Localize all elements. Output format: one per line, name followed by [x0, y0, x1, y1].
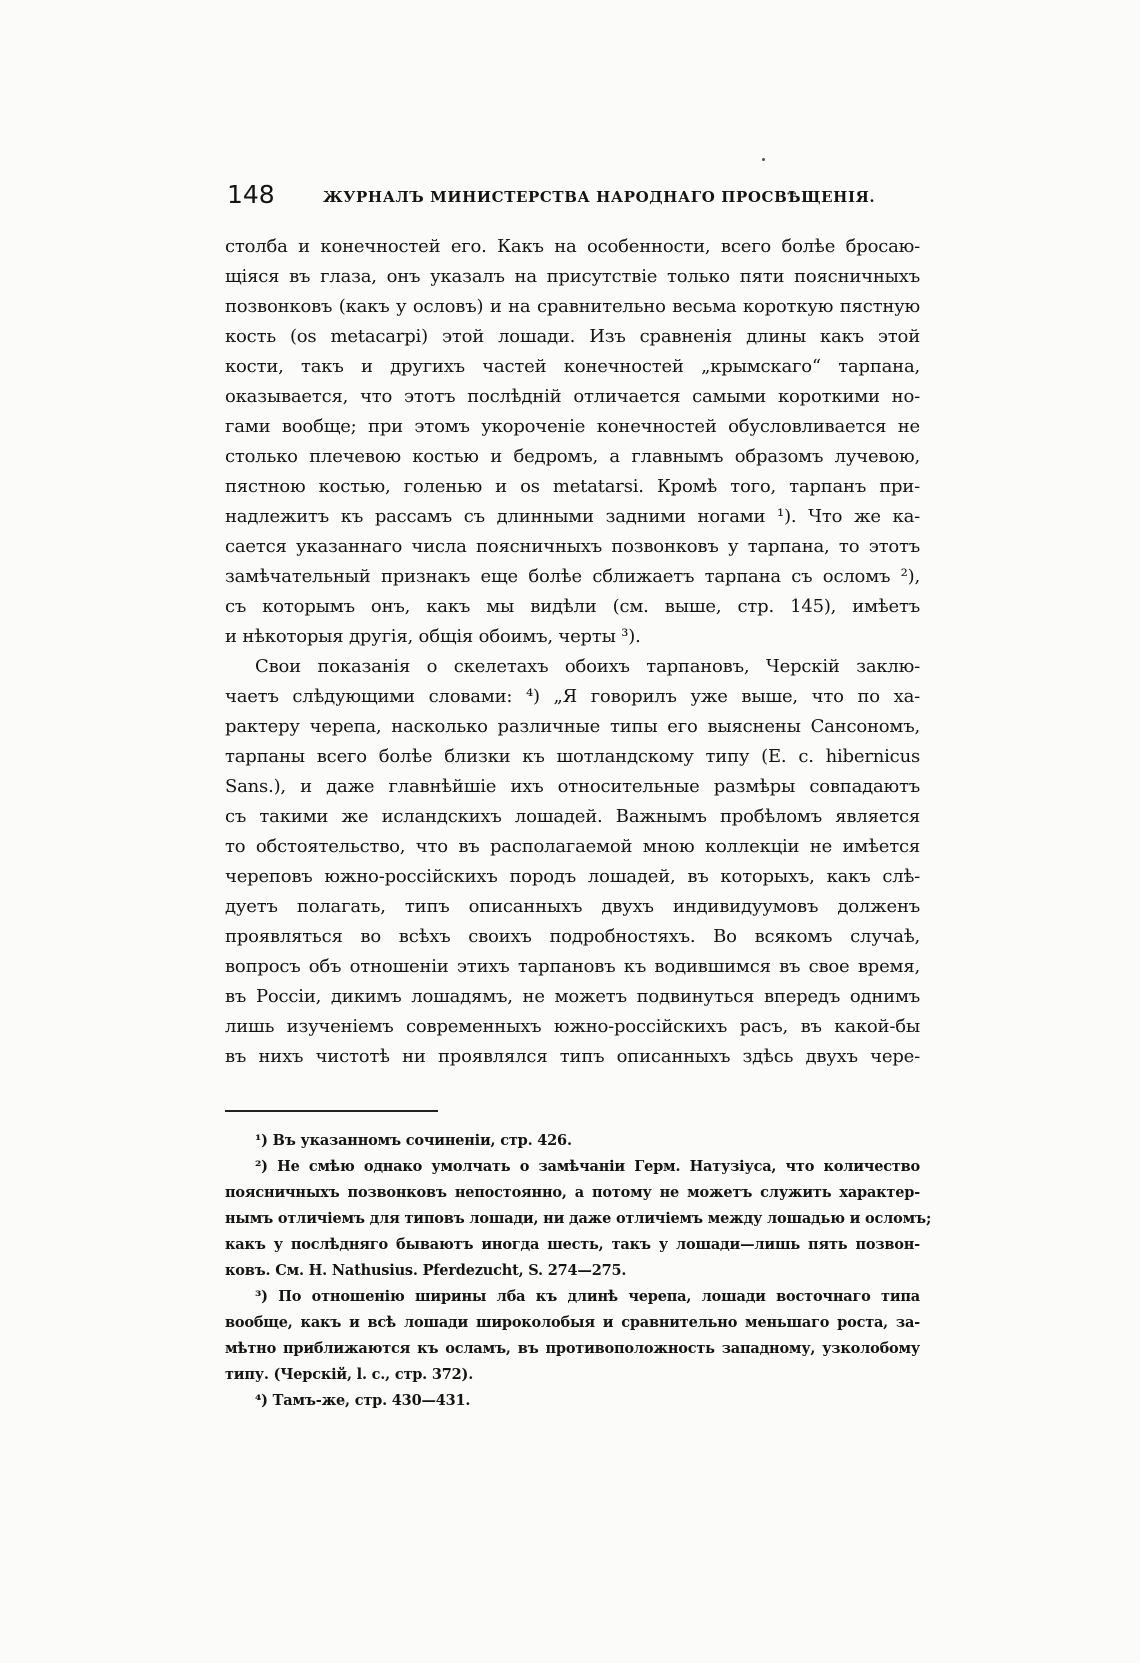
footnote-line: нымъ отличіемъ для типовъ лошади, ни даже отличіемъ между лошадью и осломъ;: [225, 1210, 932, 1227]
text-line: череповъ южно-россійскихъ породъ лошадей, въ которыхъ, какъ слѣ-: [225, 866, 920, 887]
text-line: рактеру черепа, насколько различные типы его выяснены Сансономъ,: [225, 716, 920, 737]
footnote-line: ⁴) Тамъ-же, стр. 430—431.: [255, 1392, 471, 1409]
text-line: тарпаны всего болѣе близки къ шотландскому типу (E. c. hibernicus: [225, 746, 920, 767]
text-line: съ такими же исландскихъ лошадей. Важнымъ пробѣломъ является: [225, 806, 920, 827]
running-title: ЖУРНАЛЪ МИНИСТЕРСТВА НАРОДНАГО ПРОСВѢЩЕНІЯ.: [323, 188, 876, 206]
text-line: пястною костью, голенью и os metatarsi. Кромѣ того, тарпанъ при-: [225, 476, 920, 497]
footnote-divider: [225, 1110, 438, 1112]
text-line: оказывается, что этотъ послѣдній отличается самыми короткими но-: [225, 386, 920, 407]
text-line: то обстоятельство, что въ располагаемой мною коллекціи не имѣется: [225, 836, 920, 857]
footnote-line: ³) По отношенію ширины лба къ длинѣ черепа, лошади восточнаго типа: [255, 1288, 920, 1305]
text-line: лишь изученіемъ современныхъ южно-россійскихъ расъ, въ какой-бы: [225, 1016, 920, 1037]
text-line: гами вообще; при этомъ укороченіе конечностей обусловливается не: [225, 416, 920, 437]
text-line: кость (os metacarpi) этой лошади. Изъ сравненія длины какъ этой: [225, 326, 920, 347]
text-line: Свои показанія о скелетахъ обоихъ тарпановъ, Черскій заклю-: [255, 656, 920, 677]
text-line: столько плечевою костью и бедромъ, а главнымъ образомъ лучевою,: [225, 446, 920, 467]
text-line: вопросъ объ отношеніи этихъ тарпановъ къ водившимся въ свое время,: [225, 956, 920, 977]
footnotes: [225, 1128, 932, 1414]
text-line: чаетъ слѣдующими словами: ⁴) „Я говорилъ уже выше, что по ха-: [225, 686, 920, 707]
text-line: сается указаннаго числа поясничныхъ позвонковъ у тарпана, то этотъ: [225, 536, 920, 557]
text-line: позвонковъ (какъ у ословъ) и на сравнительно весьма короткую пястную: [225, 296, 920, 317]
footnote-line: какъ у послѣдняго бываютъ иногда шесть, такъ у лошади—лишь пять позвон-: [225, 1236, 920, 1253]
footnote-line: вообще, какъ и всѣ лошади широколобыя и сравнительно меньшаго роста, за-: [225, 1314, 920, 1331]
footnote-line: мѣтно приближаются къ осламъ, въ противоположность западному, узколобому: [225, 1340, 920, 1357]
text-line: въ нихъ чистотѣ ни проявлялся типъ описанныхъ здѣсь двухъ чере-: [225, 1046, 920, 1067]
book-page: [225, 180, 932, 1414]
footnote-line: ковъ. См. H. Nathusius. Pferdezucht, S. 274—275.: [225, 1262, 627, 1279]
text-line: щіяся въ глаза, онъ указалъ на присутствіе только пяти поясничныхъ: [225, 266, 920, 287]
text-line: надлежитъ къ рассамъ съ длинными задними ногами ¹). Что же ка-: [225, 506, 920, 527]
text-line: замѣчательный признакъ еще болѣе сближаетъ тарпана съ осломъ ²),: [225, 566, 920, 587]
text-line: съ которымъ онъ, какъ мы видѣли (см. выше, стр. 145), имѣетъ: [225, 596, 920, 617]
text-line: дуетъ полагать, типъ описанныхъ двухъ индивидуумовъ долженъ: [225, 896, 920, 917]
text-line: и нѣкоторыя другія, общія обоимъ, черты ³).: [225, 626, 641, 647]
text-line: въ Россіи, дикимъ лошадямъ, не можетъ подвинуться впередъ однимъ: [225, 986, 920, 1007]
text-line: столба и конечностей его. Какъ на особенности, всего болѣе бросаю-: [225, 236, 920, 257]
footnote-line: типу. (Черскій, l. c., стр. 372).: [225, 1366, 474, 1383]
page-number: 148: [227, 180, 275, 209]
text-line: проявляться во всѣхъ своихъ подробностяхъ. Во всякомъ случаѣ,: [225, 926, 920, 947]
footnote-line: поясничныхъ позвонковъ непостоянно, а потому не можетъ служить характер-: [225, 1184, 920, 1201]
page-header: [225, 180, 920, 220]
page-speck: [762, 158, 765, 161]
body-text: [225, 232, 920, 1072]
footnote-line: ²) Не смѣю однако умолчать о замѣчаніи Герм. Натузіуса, что количество: [255, 1158, 920, 1175]
text-line: Sans.), и даже главнѣйшіе ихъ относительные размѣры совпадаютъ: [225, 776, 920, 797]
text-line: кости, такъ и другихъ частей конечностей „крымскаго“ тарпана,: [225, 356, 920, 377]
footnote-line: ¹) Въ указанномъ сочиненіи, стр. 426.: [255, 1132, 572, 1149]
